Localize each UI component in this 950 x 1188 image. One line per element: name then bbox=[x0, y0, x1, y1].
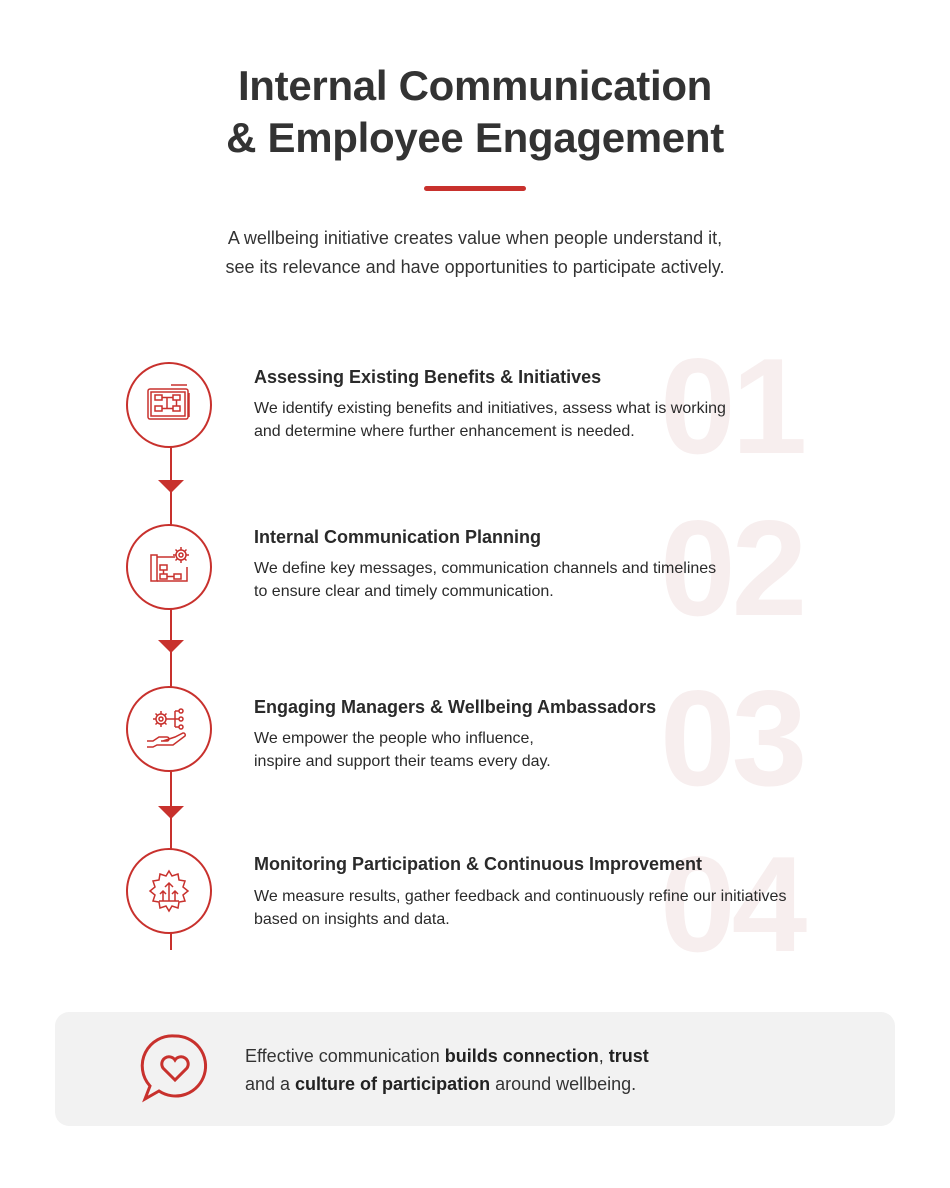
callout-bold-text: trust bbox=[608, 1046, 649, 1066]
intro-text bbox=[0, 224, 950, 282]
callout-line-1 bbox=[245, 1042, 649, 1070]
gear-growth-arrows-icon bbox=[143, 865, 195, 917]
step-1-description bbox=[254, 397, 726, 443]
step-2-title: Internal Communication Planning bbox=[254, 527, 542, 547]
step-3-description bbox=[254, 727, 551, 773]
step-3-icon-circle bbox=[126, 686, 212, 772]
step-2-desc-line-1: We define key messages, communication channels and timelines bbox=[254, 560, 717, 577]
step-number-watermark: 01 bbox=[660, 330, 804, 482]
callout-text-part: around wellbeing. bbox=[490, 1074, 637, 1094]
callout-text-part: and a bbox=[245, 1074, 296, 1094]
summary-callout bbox=[55, 1012, 895, 1126]
timeline-arrow-icon bbox=[158, 806, 184, 819]
step-number-watermark: 04 bbox=[660, 828, 804, 980]
page-title bbox=[0, 60, 950, 164]
callout-bold-text: culture of participation bbox=[295, 1074, 491, 1094]
callout-line-2 bbox=[245, 1070, 649, 1098]
step-number-watermark: 03 bbox=[660, 662, 804, 814]
step-1-icon-circle bbox=[126, 362, 212, 448]
callout-text-part: , bbox=[598, 1046, 609, 1066]
step-1-desc-line-1: We identify existing benefits and initiatives, assess what is working bbox=[254, 400, 726, 417]
step-2-description bbox=[254, 557, 716, 603]
timeline-arrow-icon bbox=[158, 480, 184, 493]
step-4-icon-circle bbox=[126, 848, 212, 934]
title-underline bbox=[424, 186, 526, 191]
heart-speech-bubble-icon bbox=[137, 1030, 213, 1106]
step-2-desc-line-2: to ensure clear and timely communication. bbox=[254, 583, 554, 600]
step-4-desc-line-2: based on insights and data. bbox=[254, 911, 450, 928]
hand-gear-network-icon bbox=[143, 703, 195, 755]
step-3-title: Engaging Managers & Wellbeing Ambassadors bbox=[254, 697, 657, 717]
blueprint-gear-icon bbox=[143, 541, 195, 593]
title-line-1: Internal Communication bbox=[237, 62, 713, 109]
step-1-desc-line-2: and determine where further enhancement is needed. bbox=[254, 423, 635, 440]
intro-line-2: see its relevance and have opportunities to participate actively. bbox=[225, 257, 725, 277]
step-number-watermark: 02 bbox=[660, 492, 804, 644]
step-3-desc-line-2: inspire and support their teams every day. bbox=[254, 753, 551, 770]
step-2-icon-circle bbox=[126, 524, 212, 610]
title-line-2: & Employee Engagement bbox=[226, 114, 724, 161]
flowchart-board-icon bbox=[143, 379, 195, 431]
step-4-description bbox=[254, 885, 786, 931]
timeline-arrow-icon bbox=[158, 640, 184, 653]
intro-line-1: A wellbeing initiative creates value when people understand it, bbox=[227, 228, 723, 248]
callout-text bbox=[245, 1042, 649, 1098]
callout-text-part: Effective communication bbox=[245, 1046, 445, 1066]
step-4-title: Monitoring Participation & Continuous Improvement bbox=[254, 854, 702, 874]
callout-bold-text: builds connection bbox=[444, 1046, 599, 1066]
step-4-desc-line-1: We measure results, gather feedback and continuously refine our initiatives bbox=[254, 888, 787, 905]
step-3-desc-line-1: We empower the people who influence, bbox=[254, 730, 534, 747]
step-1-title: Assessing Existing Benefits & Initiatives bbox=[254, 367, 602, 387]
